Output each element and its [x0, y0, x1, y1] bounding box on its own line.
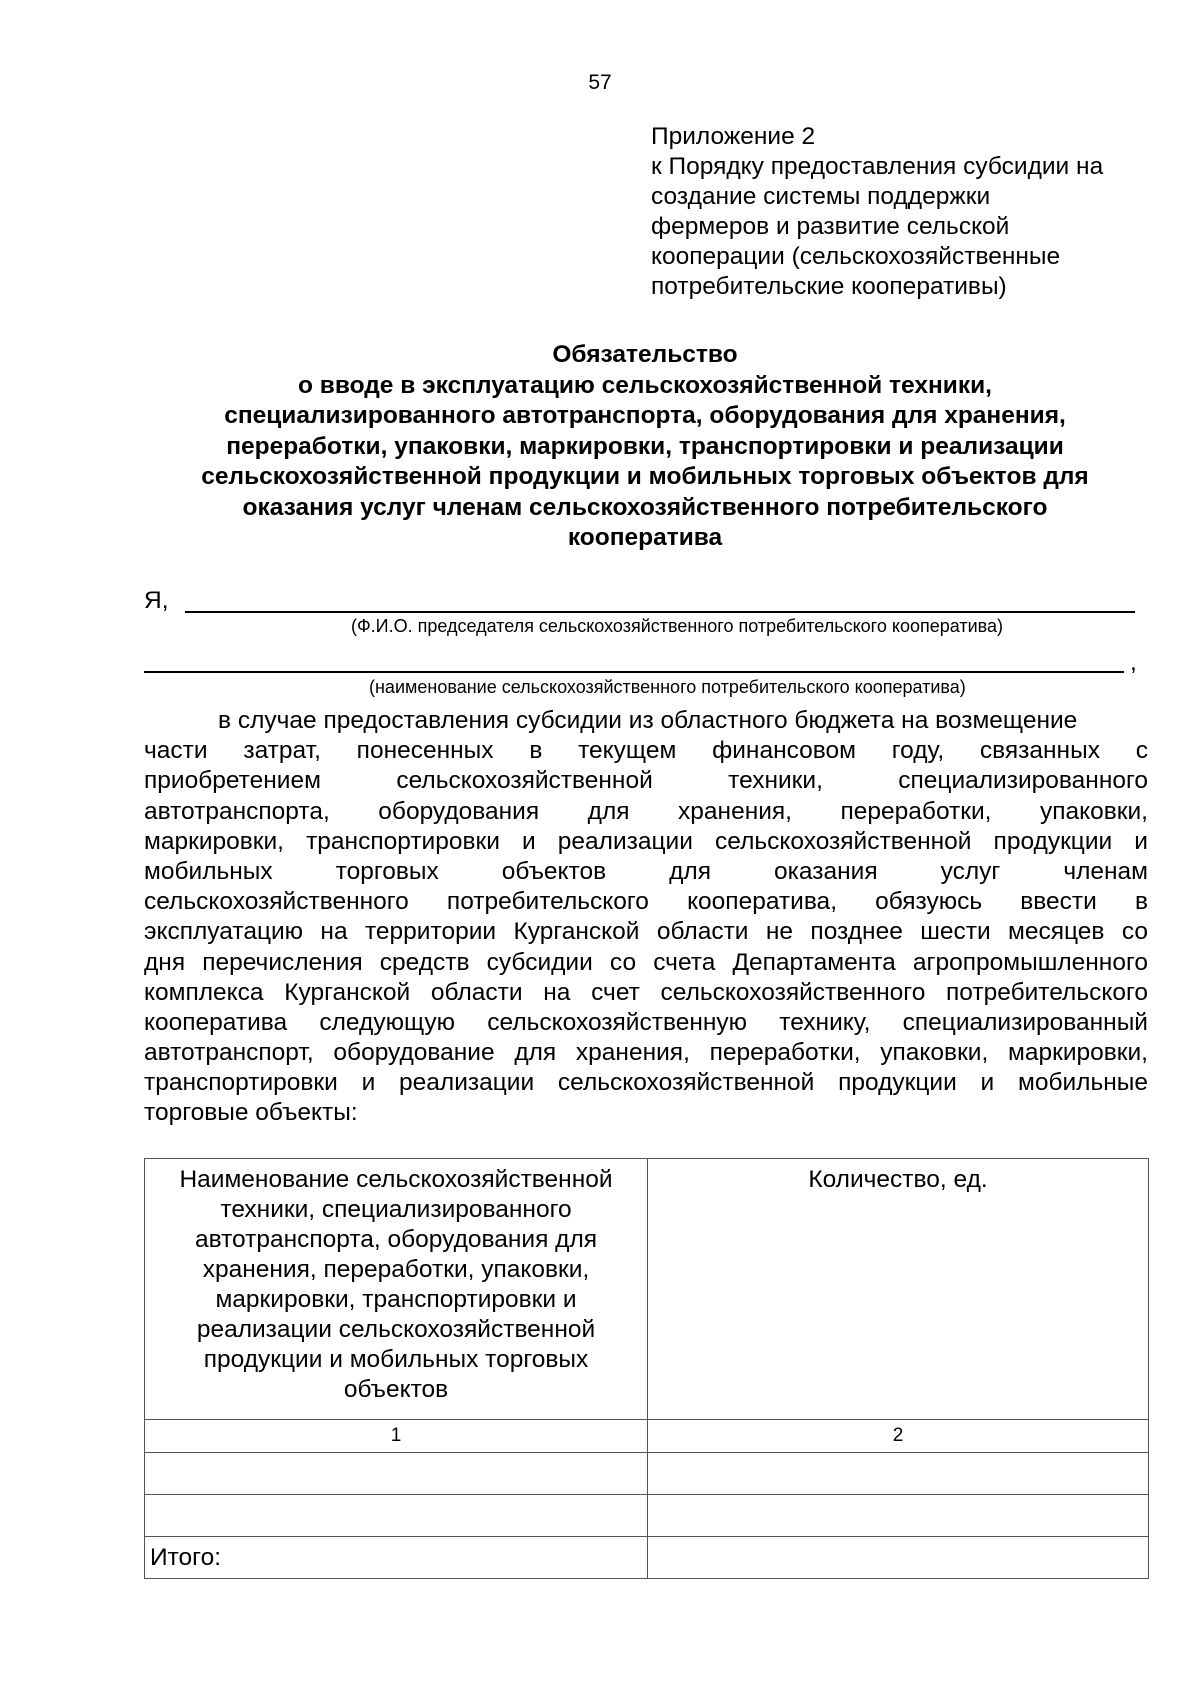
- title-line: о вводе в эксплуатацию сельскохозяйственной техники,: [298, 371, 992, 399]
- body-line: мобильных торговых объектов для оказания услуг членам: [144, 857, 1148, 885]
- form-prefix: Я,: [144, 587, 169, 614]
- table-header-row: [145, 1159, 1149, 1420]
- total-row: [145, 1537, 1149, 1579]
- body-line: маркировки, транспортировки и реализации сельскохозяйственной продукции и: [144, 827, 1148, 855]
- document-title: [110, 340, 1180, 554]
- header-line: реализации сельскохозяйственной: [196, 1316, 596, 1343]
- body-line: торговые объекты:: [144, 1099, 358, 1127]
- appendix-line: к Порядку предоставления субсидии на: [651, 153, 1104, 180]
- header-line: Наименование сельскохозяйственной: [179, 1166, 613, 1193]
- body-line: в случае предоставления субсидии из областного бюджета на возмещение: [218, 707, 1078, 734]
- obligation-text: [144, 706, 1148, 1129]
- appendix-line: кооперации (сельскохозяйственные: [651, 243, 1061, 270]
- appendix-line: создание системы поддержки: [651, 183, 991, 210]
- table-row: [145, 1453, 1149, 1495]
- header-quantity-column: Количество, ед.: [648, 1159, 1149, 1420]
- organization-comma: ,: [1130, 649, 1137, 676]
- body-line: приобретением сельскохозяйственной техники, специализированного: [144, 767, 1148, 795]
- appendix-line: Приложение 2: [651, 123, 816, 150]
- column-number: 1: [145, 1420, 648, 1453]
- name-cell[interactable]: [145, 1495, 648, 1537]
- name-caption: (Ф.И.О. председателя сельскохозяйственного потребительского кооператива): [351, 616, 1004, 636]
- total-label: Итого:: [145, 1537, 648, 1579]
- title-line: кооператива: [567, 524, 723, 551]
- title-line: переработки, упаковки, маркировки, транспортировки и реализации: [226, 432, 1064, 460]
- body-line: транспортировки и реализации сельскохозяйственной продукции и мобильные: [144, 1069, 1148, 1097]
- header-line: хранения, переработки, упаковки,: [202, 1256, 590, 1283]
- title-line: оказания услуг членам сельскохозяйственного потребительского: [242, 493, 1048, 521]
- header-line: техники, специализированного: [220, 1196, 572, 1223]
- header-line: объектов: [343, 1376, 449, 1403]
- organization-fill-line[interactable]: [144, 671, 1124, 673]
- title-line: Обязательство: [552, 341, 738, 368]
- header-line: маркировки, транспортировки и: [215, 1286, 577, 1313]
- name-fill-line[interactable]: [185, 611, 1135, 613]
- body-line: эксплуатацию на территории Курганской области не позднее шести месяцев со: [144, 918, 1148, 946]
- name-cell[interactable]: [145, 1453, 648, 1495]
- total-quantity-cell[interactable]: [648, 1537, 1149, 1579]
- organization-caption: (наименование сельскохозяйственного потребительского кооператива): [369, 677, 966, 697]
- header-line: продукции и мобильных торговых: [203, 1346, 589, 1373]
- page-number: 57: [588, 71, 612, 94]
- body-line: кооператива следующую сельскохозяйственную технику, специализированный: [144, 1008, 1148, 1036]
- title-line: специализированного автотранспорта, оборудования для хранения,: [224, 402, 1066, 429]
- header-name-column: [145, 1159, 648, 1420]
- appendix-line: потребительские кооперативы): [651, 273, 1007, 300]
- column-number: 2: [648, 1420, 1149, 1453]
- body-line: сельскохозяйственного потребительского кооператива, обязуюсь ввести в: [144, 888, 1148, 916]
- appendix-header: [651, 122, 1171, 302]
- body-line: автотранспорт, оборудование для хранения, переработки, упаковки, маркировки,: [144, 1039, 1148, 1067]
- table-row: [145, 1495, 1149, 1537]
- body-line: дня перечисления средств субсидии со счета Департамента агропромышленного: [144, 948, 1148, 976]
- quantity-cell[interactable]: [648, 1453, 1149, 1495]
- appendix-line: фермеров и развитие сельской: [651, 213, 1010, 240]
- column-number-row: [145, 1420, 1149, 1453]
- body-line: части затрат, понесенных в текущем финансовом году, связанных с: [144, 737, 1148, 765]
- body-line: автотранспорта, оборудования для хранения, переработки, упаковки,: [144, 797, 1148, 825]
- body-line: комплекса Курганской области на счет сельскохозяйственного потребительского: [144, 978, 1148, 1006]
- title-line: сельскохозяйственной продукции и мобильных торговых объектов для: [201, 463, 1089, 490]
- equipment-table: [144, 1158, 1149, 1579]
- quantity-cell[interactable]: [648, 1495, 1149, 1537]
- header-line: автотранспорта, оборудования для: [194, 1226, 598, 1253]
